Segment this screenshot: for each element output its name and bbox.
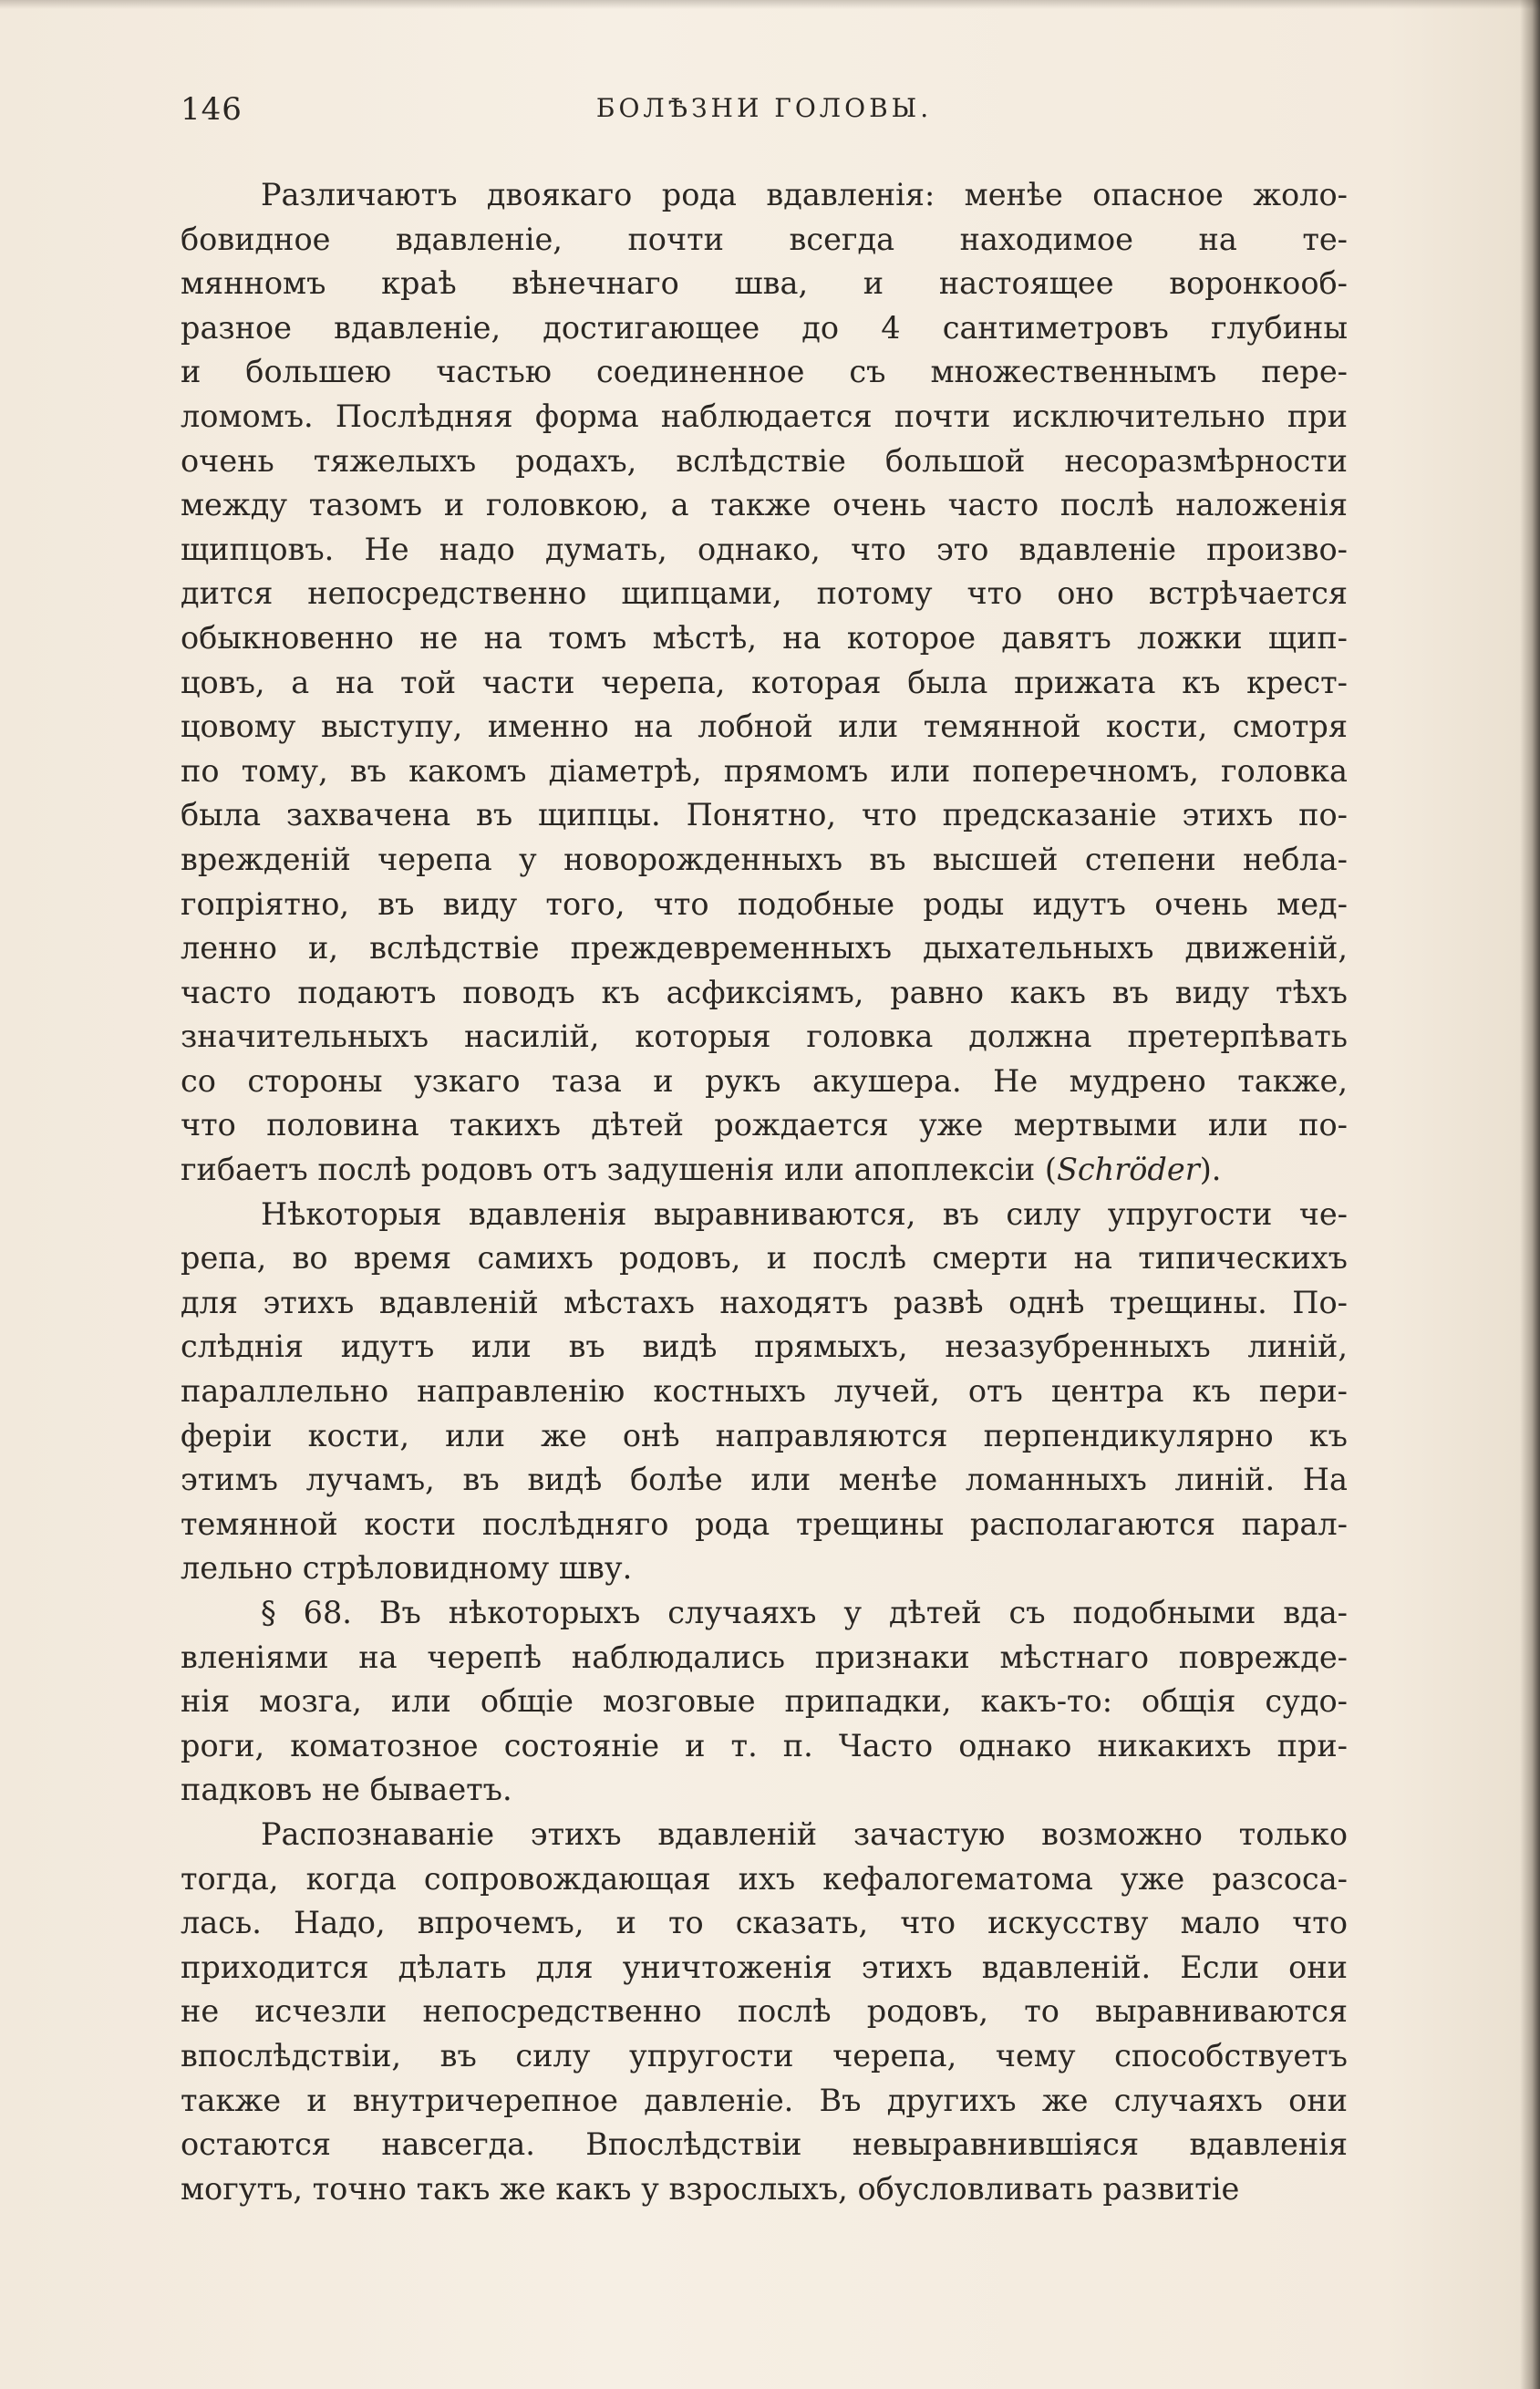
text-line: со стороны узкаго таза и рукъ акушера. Не мудрено также, <box>181 1062 1348 1099</box>
text-line: для этихъ вдавленій мѣстахъ находятъ развѣ однѣ трещины. По- <box>181 1284 1348 1320</box>
text-line: падковъ не бываетъ. <box>181 1772 512 1808</box>
text-line: впослѣдствіи, въ силу упругости черепа, чему способствуетъ <box>181 2037 1348 2074</box>
text-line: и большею частью соединенное съ множественнымъ пере- <box>181 354 1348 390</box>
text-line: Различаютъ двоякаго рода вдавленія: менѣе опасное жоло- <box>261 177 1348 212</box>
page-number: 146 <box>181 91 243 128</box>
text-line: репа, во время самихъ родовъ, и послѣ смерти на типическихъ <box>181 1240 1348 1277</box>
text-line: была захвачена въ щипцы. Понятно, что предсказаніе этихъ по- <box>181 797 1348 833</box>
text-line: вленіями на черепѣ наблюдались признаки мѣстнаго поврежде- <box>181 1639 1348 1675</box>
running-head: БОЛѢЗНИ ГОЛОВЫ. <box>595 93 933 123</box>
text-line: что половина такихъ дѣтей рождается уже мертвыми или по- <box>181 1107 1348 1143</box>
text-line: остаются навсегда. Впослѣдствіи невыравнившіяся вдавленія <box>181 2126 1348 2163</box>
text-line: между тазомъ и головкою, а также очень часто послѣ наложенія <box>181 487 1348 523</box>
text-line: темянной кости послѣдняго рода трещины располагаются парал- <box>181 1505 1348 1542</box>
page-top-shadow <box>0 0 1540 9</box>
text-line: врежденій черепа у новорожденныхъ въ высшей степени небла- <box>181 841 1348 877</box>
text-line: мянномъ краѣ вѣнечнаго шва, и настоящее воронкооб- <box>181 265 1348 302</box>
text-line: также и внутричерепное давленіе. Въ другихъ же случаяхъ они <box>181 2082 1348 2118</box>
text-line: феріи кости, или же онѣ направляются перпендикулярно къ <box>181 1417 1348 1453</box>
text-line: нія мозга, или общіе мозговые припадки, какъ-то: общія судо- <box>181 1683 1348 1720</box>
text-line: § 68. Въ нѣкоторыхъ случаяхъ у дѣтей съ подобными вда- <box>261 1595 1348 1630</box>
author-citation: Schröder <box>1056 1152 1200 1188</box>
page-gutter-shadow <box>1520 0 1540 2389</box>
text-line: значительныхъ насилій, которыя головка должна претерпѣвать <box>181 1019 1348 1055</box>
text-line: дится непосредственно щипцами, потому что оно встрѣчается <box>181 575 1348 612</box>
text-line: бовидное вдавленіе, почти всегда находимое на те- <box>181 221 1348 257</box>
text-line: часто подаютъ поводъ къ асфиксіямъ, равно какъ въ виду тѣхъ <box>181 974 1348 1010</box>
text-line: ленно и, вслѣдствіе преждевременныхъ дыхательныхъ движеній, <box>181 930 1348 967</box>
text-line: лельно стрѣловидному шву. <box>181 1550 633 1587</box>
text-line: обыкновенно не на томъ мѣстѣ, на которое давятъ ложки щип- <box>181 619 1348 656</box>
text-line: приходится дѣлать для уничтоженія этихъ вдавленій. Если они <box>181 1949 1348 1985</box>
text-line: тогда, когда сопровождающая ихъ кефалогематома уже разсоса- <box>181 1860 1348 1897</box>
text-line: разное вдавленіе, достигающее до 4 сантиметровъ глубины <box>181 309 1348 346</box>
body-text <box>181 173 1348 2211</box>
text-line: щипцовъ. Не надо думать, однако, что это вдавленіе произво- <box>181 531 1348 567</box>
text-line: ломомъ. Послѣдняя форма наблюдается почти исключительно при <box>181 398 1348 434</box>
text-line: не исчезли непосредственно послѣ родовъ, то выравниваются <box>181 1993 1348 2030</box>
text-line: Распознаваніе этихъ вдавленій зачастую возможно только <box>261 1815 1348 1852</box>
text-line: гибаетъ послѣ родовъ отъ задушенія или апоплексіи (Schröder). <box>181 1152 1222 1188</box>
text-line: очень тяжелыхъ родахъ, вслѣдствіе большой несоразмѣрности <box>181 442 1348 479</box>
text-line: лась. Надо, впрочемъ, и то сказать, что искусству мало что <box>181 1905 1348 1941</box>
text-line: параллельно направленію костныхъ лучей, отъ центра къ пери- <box>181 1373 1348 1410</box>
text-line: гопріятно, въ виду того, что подобные роды идутъ очень мед- <box>181 885 1348 922</box>
page-header <box>181 91 1348 137</box>
text-line: могутъ, точно такъ же какъ у взрослыхъ, обусловливать развитіе <box>181 2170 1240 2207</box>
text-line: Нѣкоторыя вдавленія выравниваются, въ силу упругости че- <box>261 1195 1348 1232</box>
text-line: цовому выступу, именно на лобной или темянной кости, смотря <box>181 708 1348 745</box>
text-line: слѣднія идутъ или въ видѣ прямыхъ, незазубренныхъ линій, <box>181 1329 1348 1365</box>
text-line: по тому, въ какомъ діаметрѣ, прямомъ или поперечномъ, головка <box>181 752 1348 789</box>
text-line: этимъ лучамъ, въ видѣ болѣе или менѣе ломанныхъ линій. На <box>181 1462 1348 1498</box>
text-line: цовъ, а на той части черепа, которая была прижата къ крест- <box>181 664 1348 700</box>
text-line: роги, коматозное состояніе и т. п. Часто однако никакихъ при- <box>181 1727 1348 1763</box>
